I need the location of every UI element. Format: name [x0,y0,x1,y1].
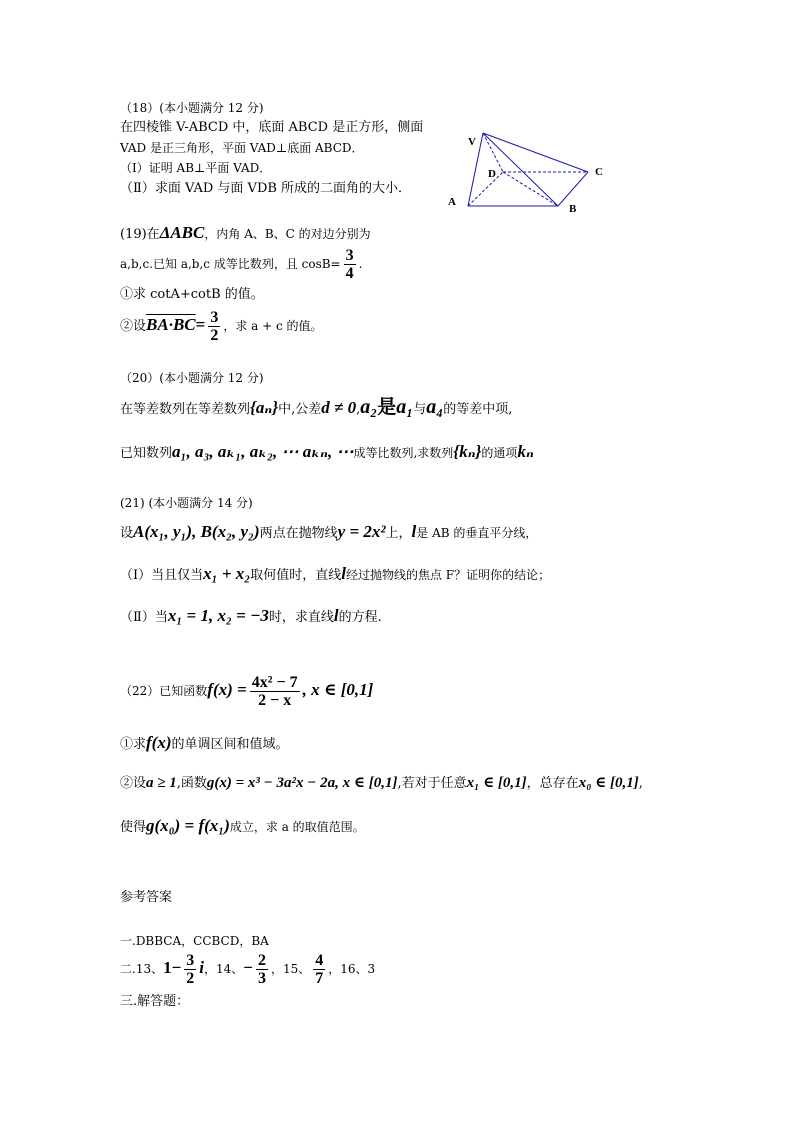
pyramid-figure [440,125,620,220]
q20-header: （20）(本小题满分 12 分) [120,371,264,385]
sec2-d: ，16、3 [328,962,376,976]
seq-an: {aₙ} [250,398,279,417]
q21-p1-b: 取何值时，直线 [250,568,342,583]
label-a: A [448,196,456,208]
q20-l1-end: 的等差中项, [443,402,513,417]
sec2-b: ，14、 [204,962,244,976]
q19-line1-rest: ，内角 A、B、C 的对边分别为 [204,227,371,241]
q21-p1-a: （Ⅰ）当且仅当 [120,568,204,583]
f-of-x: f(x) = [207,680,247,699]
f-of-x-2: f(x) [146,733,172,752]
ans13-i: i [199,958,205,977]
dot-frac-den: 2 [210,327,219,344]
cosb-num: 3 [345,247,354,264]
q20-l1-b: 中,公差 [278,402,322,417]
answers-sec3: 三.解答题： [120,994,190,1009]
q20-comma: , [356,402,361,417]
ans15-den: 7 [315,970,324,987]
q19-line2-text: a,b,c.已知 a,b,c 成等比数列，且 cosB= [120,257,341,271]
label-c: C [595,166,603,178]
answers-title: 参考答案 [120,890,173,905]
vector-product: BA·BC [146,315,196,334]
x0-domain: x₀ ∈ [0,1] [578,775,639,791]
ans13-fraction [184,952,196,987]
q22-item1 [120,732,289,756]
q22-i1-a: ①求 [120,737,147,752]
cosb-fraction [344,247,356,282]
q19-triangle: ΔABC [159,223,205,242]
q21-p1-c: 经过抛物线的焦点 F？证明你的结论； [345,568,551,582]
fx-num: 4x² − 7 [251,674,298,691]
q21-part1 [120,563,550,587]
ans15-num: 4 [315,952,324,969]
ans14-num: 2 [257,952,266,969]
q22-i2-e: , [638,776,643,791]
q19-item2-prefix: ②设 [120,319,147,334]
q22-i2-c: ,若对于任意 [397,776,467,791]
q20-l1-a: 在等差数列在等差数列 [120,402,251,417]
g-eq-f: g(x₀) = f(x₁) [146,816,230,835]
label-d: D [488,168,496,180]
q21-l1-d: 是 AB 的垂直平分线， [416,526,538,540]
q18-part1: （Ⅰ）证明 AB⊥平面 VAD． [120,161,272,175]
ans13-int: 1− [163,958,182,977]
q19-line1 [120,225,371,243]
q20-line1 [120,396,512,421]
dot-frac-num: 3 [210,309,219,326]
line-l: l [411,522,417,541]
ans14-sign: − [243,958,253,977]
fx-domain: , x ∈ [0,1] [302,680,374,699]
q22-line1 [120,672,373,710]
cond-a: a ≥ 1 [146,775,177,791]
term-kn: kₙ [517,442,534,461]
ans13-den: 2 [186,970,195,987]
sec2-c: ，15、 [270,962,311,976]
q19-prefix: (19)在 [120,227,160,242]
term-a2: a₂ [360,396,378,418]
parabola-eq: y = 2x² [337,522,386,541]
points-ab: A(x₁, y₁), B(x₂, y₂) [133,522,260,541]
q22-item2 [120,772,643,795]
term-a4: a₄ [426,396,444,418]
q22-i1-b: 的单调区间和值域。 [171,737,289,752]
q18-header: （18）(本小题满分 12 分) [120,101,264,115]
q21-line1 [120,521,537,545]
q22-i3-b: 成立，求 a 的取值范围。 [229,820,365,834]
answers-sec2 [120,948,375,989]
q21-p2-c: 的方程. [338,610,382,625]
q20-l2-b: 成等比数列,求数列 [353,446,454,460]
label-b: B [569,203,577,215]
fx-fraction [250,674,300,709]
q20-l2-c: 的通项 [481,446,518,460]
q21-header: (21) (本小题满分 14 分) [120,496,253,510]
q18-line1: 在四棱锥 V-ABCD 中，底面 ABCD 是正方形，侧面 [120,120,424,135]
sum-x: x₁ + x₂ [203,564,251,583]
q18-line2: VAD 是正三角形，平面 VAD⊥底面 ABCD． [120,141,364,155]
answers-sec1: 一.DBBCA，CCBCD，BA [120,934,269,948]
q21-l1-a: 设 [120,526,134,541]
q18-part2: （Ⅱ）求面 VAD 与面 VDB 所成的二面角的大小． [120,181,412,196]
label-v: V [468,136,476,148]
cosb-den: 4 [345,265,354,282]
q22-item3 [120,815,365,839]
geo-seq: a₁, a₃, aₖ₁, aₖ₂, ⋯ aₖₙ, ⋯ [172,442,354,461]
q19-eq: = [195,315,206,334]
q20-l2-a: 已知数列 [120,446,173,461]
q21-p2-b: 时，求直线 [268,610,334,625]
q20-is: 是 [377,396,397,418]
ans14-fraction [256,952,268,987]
sec2-a: 二.13、 [120,962,164,976]
q19-line2-end: . [358,257,363,271]
q19-item2 [120,307,323,345]
seq-kn: {kₙ} [453,442,482,461]
g-of-x: g(x) = x³ − 3a²x − 2a, x ∈ [0,1] [206,775,398,791]
q22-i3-a: 使得 [120,820,147,835]
dot-fraction [208,309,220,344]
cond-d: d ≠ 0 [321,398,357,417]
ans13-num: 3 [186,952,195,969]
line-l-3: l [333,606,339,625]
x-values: x₁ = 1, x₂ = −3 [167,606,269,625]
q19-item2-rest: ，求 a + c 的值。 [223,319,323,333]
q21-p2-a: （Ⅱ）当 [120,610,168,625]
term-a1: a₁ [396,396,414,418]
q20-with: 与 [413,402,427,417]
q19-item1: ①求 cotA+cotB 的值。 [120,287,264,302]
q22-l1-a: （22）已知函数 [120,684,208,698]
q22-i2-a: ②设 [120,776,147,791]
q22-i2-d: ，总存在 [526,776,579,791]
q21-l1-b: 两点在抛物线 [259,526,338,541]
ans14-den: 3 [257,970,266,987]
ans15-fraction [313,952,325,987]
q20-line2 [120,441,534,465]
q22-i2-b: ,函数 [176,776,207,791]
x1-domain: x₁ ∈ [0,1] [466,775,527,791]
line-l-2: l [341,564,346,583]
q21-part2 [120,605,382,629]
q19-line2 [120,246,362,282]
fx-den: 2 − x [258,692,292,709]
q21-l1-c: 上， [385,526,412,541]
